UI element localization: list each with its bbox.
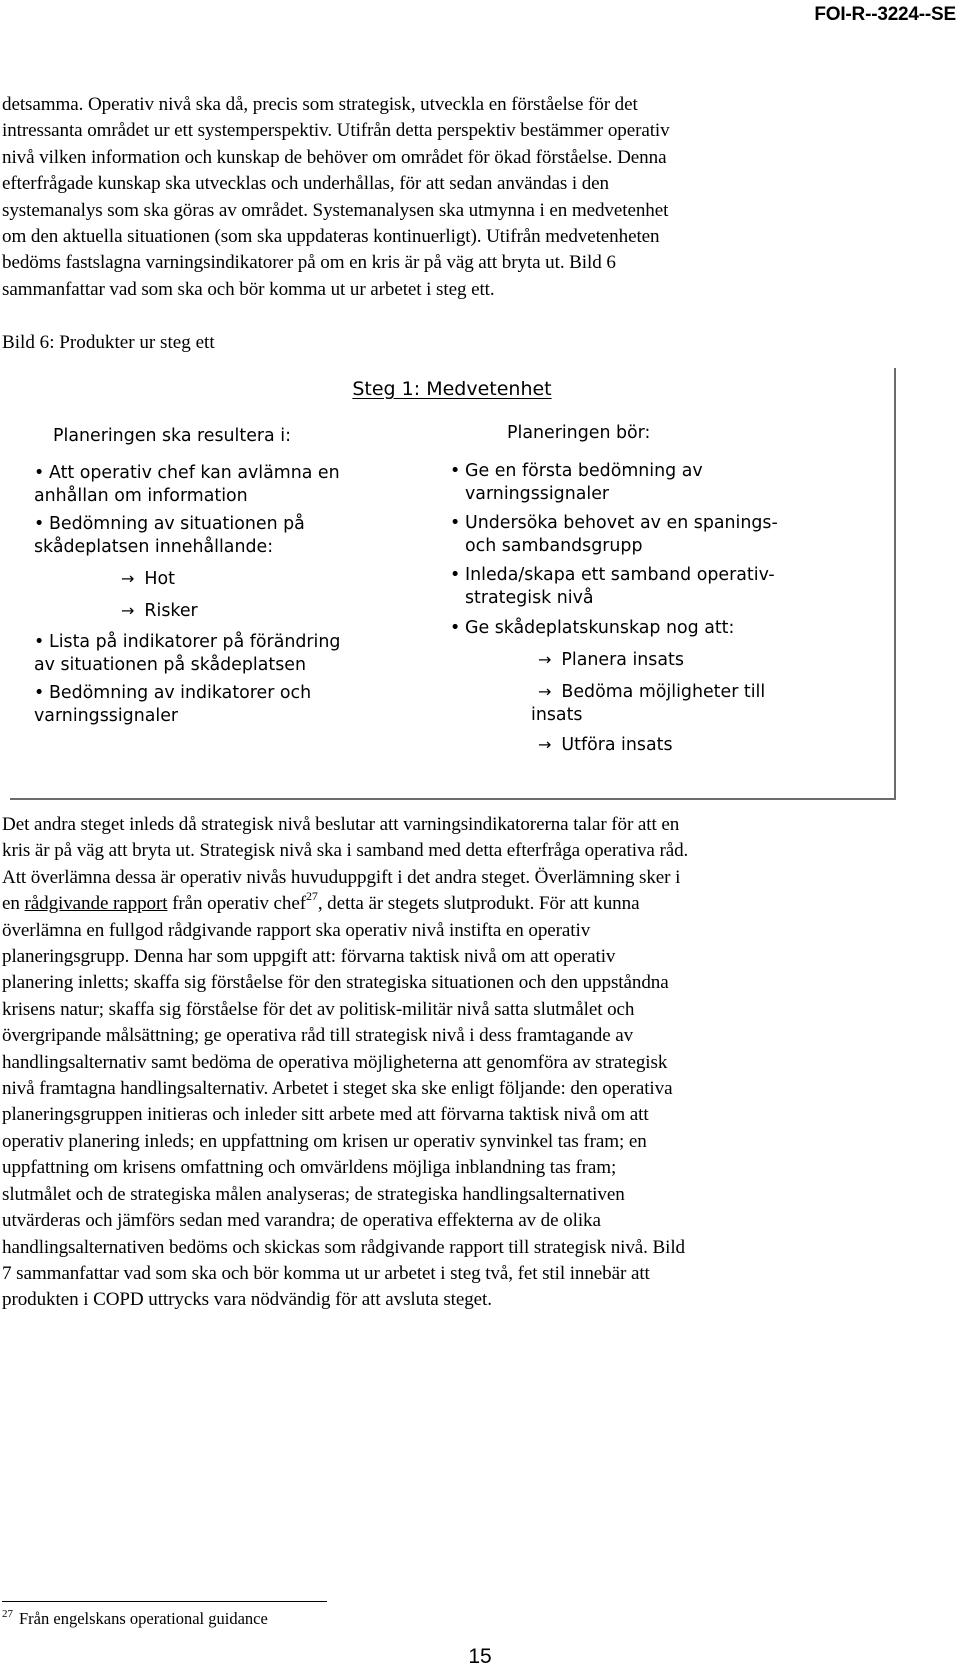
footnote-ref: 27 [306,889,318,904]
body-paragraph [2,812,882,1314]
text-line: uppfattning om krisens omfattning och omvärldens möjliga inblandning tas fram; [2,1157,617,1179]
right-arrow-item-1: → Planera insats [538,650,684,670]
text-line: produkten i COPD uttrycks vara nödvändig för att avsluta steget. [2,1289,492,1311]
text-line: överlämna en fullgod rådgivande rapport ska operativ nivå instifta en operativ [2,919,591,941]
text-line: nivå framtagna handlingsalternativ. Arbetet i steget ska ske enligt följande: den operativa [2,1078,673,1100]
text-line: övergripande målsättning; ge operativa råd till strategisk nivå i dess framtagande av [2,1025,634,1047]
text-line: om den aktuella situationen (som ska uppdateras kontinuerligt). Utifrån medvetenheten [2,226,660,248]
left-arrow-item-2: → Risker [121,601,198,621]
right-arrow-item-2: → Bedöma möjligheter till insats [531,682,766,725]
text-line: en rådgivande rapport från operativ chef$^{27}$, detta är stegets slutprodukt. För att kunna [2,889,640,915]
right-bullet-4: • Ge skådeplatskunskap nog att: [450,618,735,638]
intro-paragraph [2,92,882,303]
arrow-right-icon: → [538,735,552,754]
text-line: 7 sammanfattar vad som ska och bör komma ut ur arbetet i steg två, fet stil innebär att [2,1262,650,1284]
left-bullet-1: • Att operativ chef kan avlämna en anhållan om information [34,463,340,506]
text-line: Att överlämna dessa är operativ nivås huvuduppgift i det andra steget. Överlämning sker i [2,866,681,888]
report-code: FOI-R--3224--SE [814,4,956,25]
text-line: utvärderas och jämförs sedan med varandra; de operativa effekterna av de olika [2,1210,601,1232]
bullet-icon: • [34,632,45,652]
text-line: bedöms fastslagna varningsindikatorer på om en kris är på väg att bryta ut. Bild 6 [2,252,616,274]
left-column-heading: Planeringen ska resultera i: [53,426,291,446]
arrow-right-icon: → [538,650,552,669]
right-bullet-2: • Undersöka behovet av en spanings- och sambandsgrupp [450,513,778,556]
bullet-icon: • [34,463,45,483]
left-bullet-3: • Lista på indikatorer på förändring av situationen på skådeplatsen [34,632,341,675]
text-line: Det andra steget inleds då strategisk nivå beslutar att varningsindikatorerna talar för att en [2,814,680,835]
footnote [2,1609,268,1629]
footnote-divider [2,1601,327,1602]
right-column-heading: Planeringen bör: [507,423,651,443]
bullet-icon: • [450,461,461,481]
text-line: systemanalys som ska göras av området. Systemanalysen ska utmynna i en medvetenhet [2,199,669,221]
page-number: 15 [468,1645,492,1668]
text-line: intressanta området ur ett systemperspektiv. Utifrån detta perspektiv bestämmer operativ [2,120,670,142]
text-line: krisens natur; skaffa sig förståelse för det av politisk-militär nivå satta slutmålet och [2,998,635,1020]
footnote-text: Från engelskans operational guidance [19,1609,268,1628]
text-line: kris är på väg att bryta ut. Strategisk nivå ska i samband med detta efterfråga operativa råd. [2,840,689,862]
arrow-right-icon: → [121,569,135,588]
bullet-icon: • [34,683,45,703]
text-line: handlingsalternativ samt bedöma de operativa möjligheterna att genomföra av strategisk [2,1051,668,1073]
text-line: nivå vilken information och kunskap de behöver om området för ökad förståelse. Denna [2,146,667,168]
right-bullet-3: • Inleda/skapa ett samband operativ- strategisk nivå [450,565,775,608]
bullet-icon: • [34,514,45,534]
figure-steg-1 [10,368,896,800]
text-line: detsamma. Operativ nivå ska då, precis som strategisk, utveckla en förståelse för det [2,94,638,115]
text-line: efterfrågade kunskap ska utvecklas och underhållas, för att sedan användas i den [2,173,610,195]
bullet-icon: • [450,513,461,533]
left-bullet-2: • Bedömning av situationen på skådeplatsen innehållande: [34,514,305,557]
text-line: planeringsgrupp. Denna har som uppgift att: förvarna taktisk nivå om att operativ [2,946,616,968]
text-line: operativ planering inleds; en uppfattning om krisen ur operativ synvinkel tas fram; en [2,1130,647,1152]
figure-caption: Bild 6: Produkter ur steg ett [2,332,215,353]
text-line: planeringsgruppen initieras och inleder sitt arbete med att förvarna taktisk nivå om att [2,1104,649,1126]
text-line: slutmålet och de strategiska målen analyseras; de strategiska handlingsalternativen [2,1183,625,1205]
arrow-right-icon: → [121,601,135,620]
bullet-icon: • [450,565,461,585]
arrow-right-icon: → [538,682,552,701]
text-line: sammanfattar vad som ska och bör komma ut ur arbetet i steg ett. [2,278,495,300]
left-arrow-item-1: → Hot [121,569,175,589]
figure-title: Steg 1: Medvetenhet [352,378,552,400]
right-arrow-item-3: → Utföra insats [538,735,673,755]
left-bullet-4: • Bedömning av indikatorer och varningssignaler [34,683,312,726]
footnote-number: 27 [2,1608,13,1620]
underlined-term: rådgivande rapport [24,893,168,915]
text-line: handlingsalternativen bedöms och skickas som rådgivande rapport till strategisk nivå. Bild [2,1236,686,1258]
bullet-icon: • [450,618,461,638]
right-bullet-1: • Ge en första bedömning av varningssignaler [450,461,703,504]
text-line: planering inletts; skaffa sig förståelse för den strategiska situationen och den uppståndna [2,972,669,994]
